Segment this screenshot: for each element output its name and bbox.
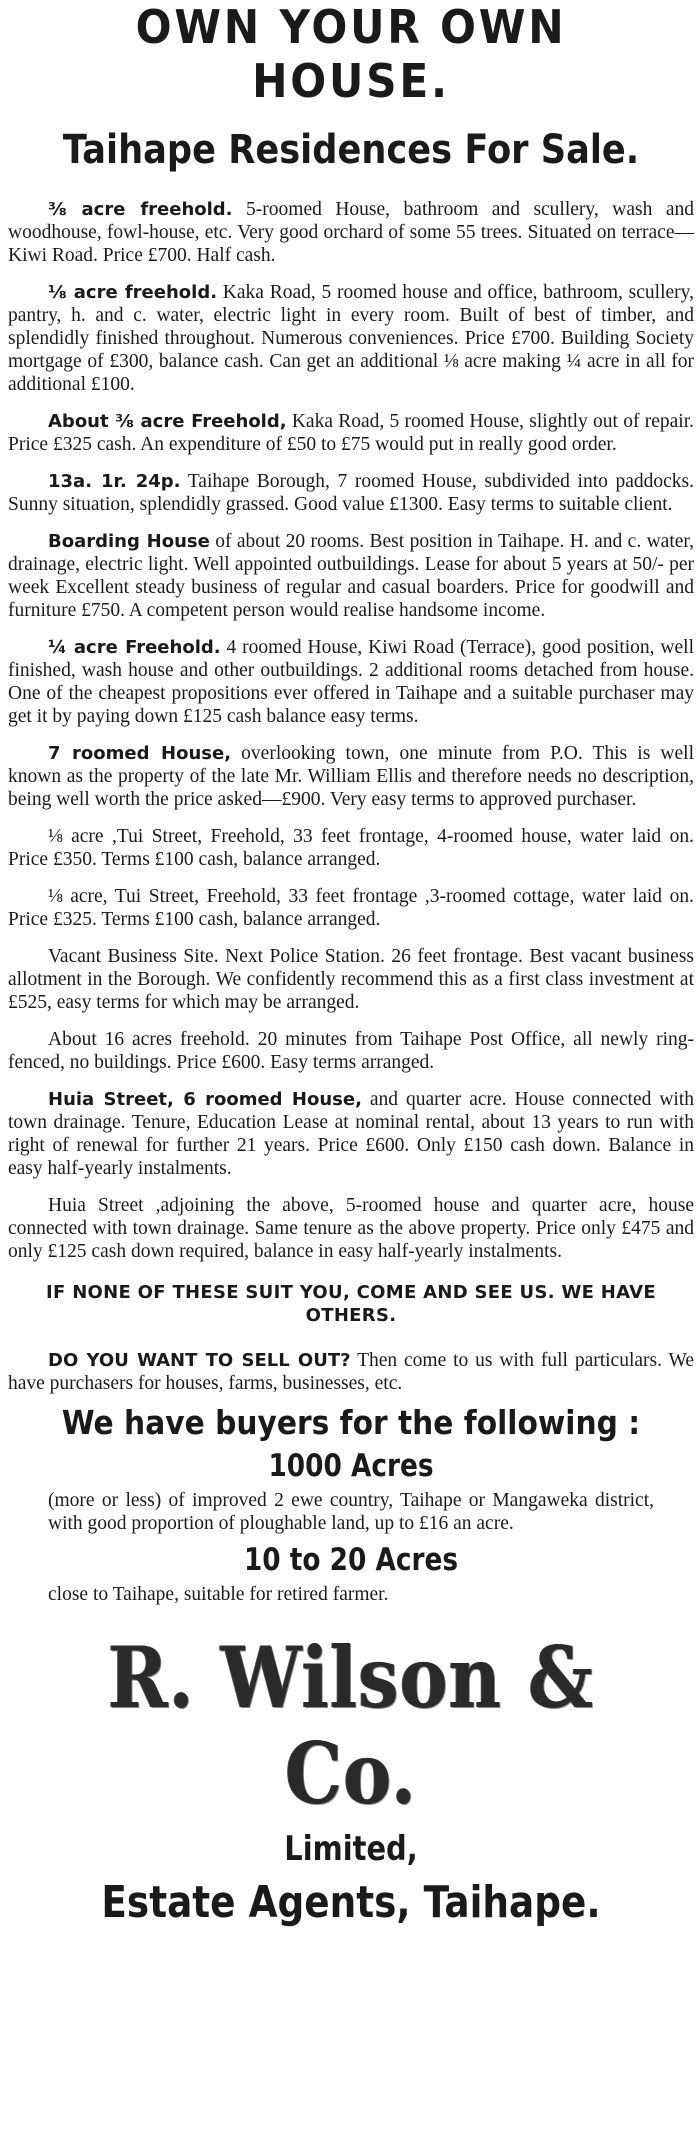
listing-body: Taihape Borough, 7 roomed House, subdivided into paddocks. Sunny situation, splendidly grassed. Good value £1300. Easy terms to suitable client. xyxy=(8,471,694,515)
listing xyxy=(8,1194,694,1263)
listing xyxy=(8,198,694,267)
listing xyxy=(8,530,694,622)
listings xyxy=(8,198,694,1263)
listing-lead: Boarding House xyxy=(48,531,210,552)
listing xyxy=(8,1028,694,1074)
headline: OWN YOUR OWN HOUSE. xyxy=(135,0,567,108)
sell-out-paragraph xyxy=(8,1349,694,1395)
listing-body: Kaka Road, 5 roomed House, slightly out of repair. Price £325 cash. An expenditure of £50 to £75 would put in really good order. xyxy=(8,411,694,455)
listing xyxy=(8,410,694,456)
buyers-heading: We have buyers for the following : xyxy=(61,1403,641,1442)
listing-body: ⅛ acre ,Tui Street, Freehold, 33 feet frontage, 4-roomed house, water laid on. Price £350. Terms £100 cash, balance arranged. xyxy=(8,826,694,870)
listing-lead: About ⅜ acre Freehold, xyxy=(48,411,287,432)
listing-lead: Huia Street, 6 roomed House, xyxy=(48,1089,362,1110)
subheadline: Taihape Residences For Sale. xyxy=(62,127,640,173)
sell-out-body: Then come to us with full particulars. We have purchasers for houses, farms, businesses, etc. xyxy=(8,1350,695,1394)
wanted-description-2: close to Taihape, suitable for retired farmer. xyxy=(48,1584,389,1605)
listing-lead: ⅛ acre freehold. xyxy=(48,282,218,303)
listing-lead: ¼ acre Freehold. xyxy=(48,637,221,658)
firm-name: R. Wilson & Co. xyxy=(107,1628,595,1823)
listing-body: 4 roomed House, Kiwi Road (Terrace), good position, well finished, wash house and other outbuildings. 2 additional rooms detached from house. One of the cheapest propositions ever offered in Taihape and a suitable purchaser may get it by paying down £125 cash balance easy terms. xyxy=(8,637,694,727)
listing xyxy=(8,1088,694,1180)
firm-limited: Limited, xyxy=(284,1829,418,1869)
listing-lead: 7 roomed House, xyxy=(48,743,232,764)
listing-body: Huia Street ,adjoining the above, 5-roomed house and quarter acre, house connected with town drainage. Same tenure as the above property. Price only £475 and only £125 cash down required, balance in easy half-yearly instalments. xyxy=(8,1195,694,1262)
sell-out-lead: DO YOU WANT TO SELL OUT? xyxy=(48,1350,351,1371)
listing-body: 5-roomed House, bathroom and scullery, wash and woodhouse, fowl-house, etc. Very good orchard of some 55 trees. Situated on terrace—Kiwi Road. Price £700. Half cash. xyxy=(8,199,695,266)
listing-body: of about 20 rooms. Best position in Taihape. H. and c. water, drainage, electric light. Well appointed outbuildings. Lease for about 5 years at 50/- per week Excellent steady business of regular and casual boarders. Price for goodwill and furniture £750. A competent person would realise handsome income. xyxy=(8,531,694,621)
notice: IF NONE OF THESE SUIT YOU, COME AND SEE US. WE HAVE OTHERS. xyxy=(46,1282,656,1326)
firm-tagline: Estate Agents, Taihape. xyxy=(101,1877,601,1928)
wanted-quantity-2: 10 to 20 Acres xyxy=(243,1542,459,1578)
wanted-quantity-1: 1000 Acres xyxy=(268,1448,434,1484)
listing xyxy=(8,945,694,1014)
listing xyxy=(8,885,694,931)
listing xyxy=(8,636,694,728)
listing-body: About 16 acres freehold. 20 minutes from Taihape Post Office, all newly ring-fenced, no buildings. Price £600. Easy terms arranged. xyxy=(8,1029,694,1073)
listing xyxy=(8,281,694,396)
listing-body: Kaka Road, 5 roomed house and office, bathroom, scullery, pantry, h. and c. water, electric light in every room. Built of best of timber, and splendidly finished throughout. Numerous conveniences. Price £700. Building Society mortgage of £300, balance cash. Can get an additional ⅛ acre making ¼ acre in all for additional £100. xyxy=(8,282,695,395)
wanted-description-1: (more or less) of improved 2 ewe country, Taihape or Mangaweka district, with good proportion of ploughable land, up to £16 an acre. xyxy=(48,1490,654,1534)
listing-body: overlooking town, one minute from P.O. This is well known as the property of the late Mr. William Ellis and therefore needs no description, being well worth the price asked—£900. Very easy terms to approved purchaser. xyxy=(8,743,694,810)
listing-body: Vacant Business Site. Next Police Station. 26 feet frontage. Best vacant business allotment in the Borough. We confidently recommend this as a first class investment at £525, easy terms for which may be arranged. xyxy=(8,946,694,1013)
listing xyxy=(8,825,694,871)
listing-lead: ⅜ acre freehold. xyxy=(48,199,233,220)
listing-body: and quarter acre. House connected with town drainage. Tenure, Education Lease at nominal rental, about 13 years to run with right of renewal for further 21 years. Price £600. Only £150 cash down. Balance in easy half-yearly instalments. xyxy=(8,1089,694,1179)
listing xyxy=(8,742,694,811)
listing-body: ⅛ acre, Tui Street, Freehold, 33 feet frontage ,3-roomed cottage, water laid on. Price £325. Terms £100 cash, balance arranged. xyxy=(8,886,694,930)
listing-lead: 13a. 1r. 24p. xyxy=(48,471,181,492)
listing xyxy=(8,470,694,516)
